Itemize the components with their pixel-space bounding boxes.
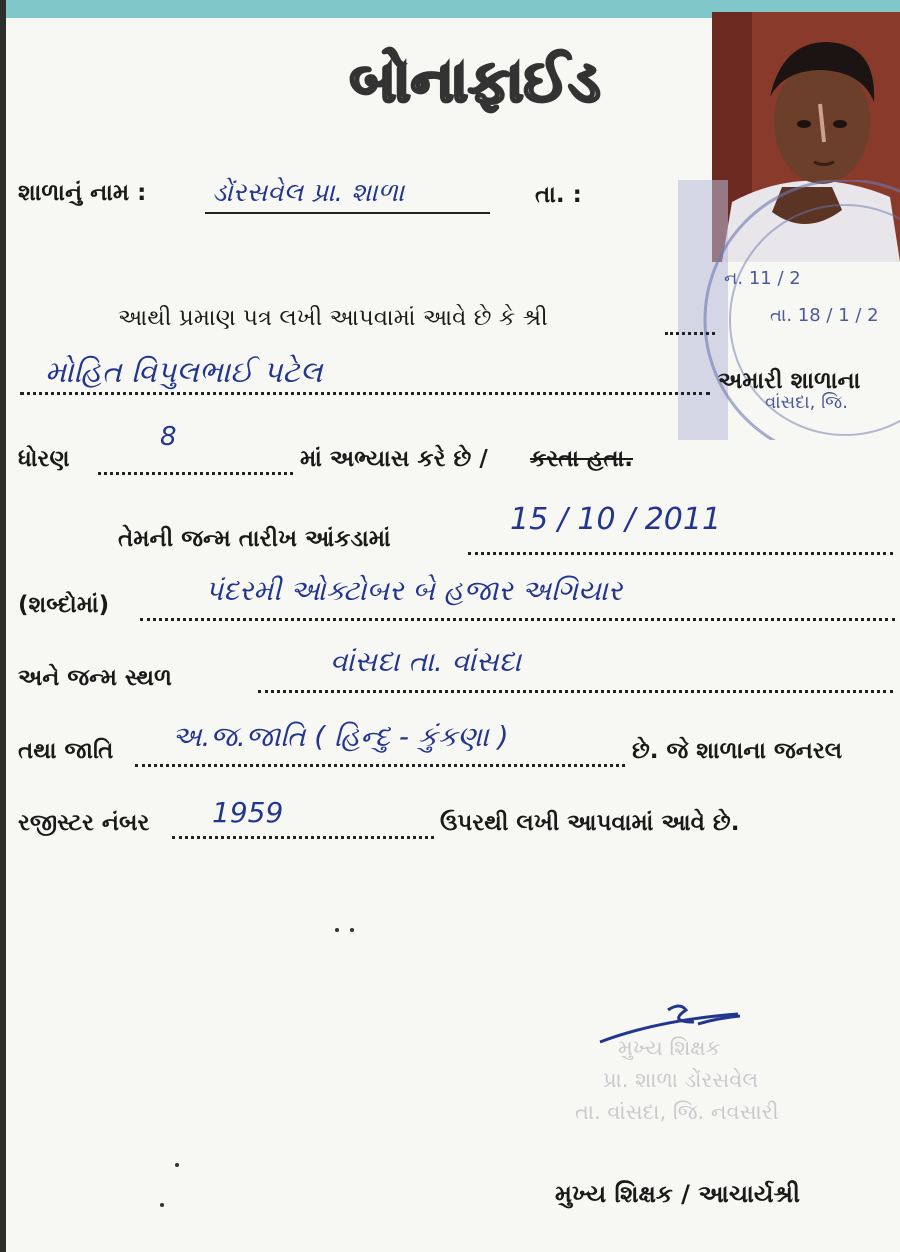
studies-text: માં અભ્યાસ કરે છે /	[300, 446, 488, 472]
paper-speck	[175, 1163, 179, 1167]
official-stamp-line1: મુખ્ય શિક્ષક	[618, 1036, 721, 1060]
birthplace-line	[258, 690, 893, 693]
caste-line	[135, 764, 625, 767]
caste-suffix-text: છે. જે શાળાના જનરલ	[632, 738, 843, 764]
student-name-value: મોહિત વિપુલભાઈ પટેલ	[45, 355, 323, 390]
words-label: (શબ્દોમાં)	[18, 592, 110, 618]
standard-line	[98, 472, 293, 475]
dob-line	[468, 552, 893, 555]
left-paper-edge	[0, 0, 6, 1252]
dob-words-line	[140, 618, 895, 621]
dob-value: 15 / 10 / 2011	[510, 502, 722, 537]
certify-dots	[665, 332, 715, 335]
taluka-label: તા. :	[535, 182, 582, 208]
dob-words-value: પંદરમી ઓક્ટોબર બે હજાર અગિયાર	[205, 574, 623, 607]
stamp-date: તા. 18 / 1 / 2	[770, 305, 879, 326]
principal-label: મુખ્ય શિક્ષક / આચાર્યશ્રી	[555, 1180, 800, 1208]
birthplace-label: અને જન્મ સ્થળ	[18, 665, 172, 691]
register-label: રજીસ્ટર નંબર	[18, 810, 150, 836]
standard-value: 8	[160, 422, 177, 452]
student-name-line	[20, 392, 710, 395]
standard-label: ધોરણ	[18, 446, 70, 472]
official-stamp-line3: તા. વાંસદા, જિ. નવસારી	[575, 1100, 779, 1124]
register-line	[172, 836, 434, 839]
birthplace-value: વાંસદા તા. વાંસદા	[330, 645, 522, 678]
title-text: બોનાફાઈડ	[349, 47, 601, 115]
official-stamp-line2: પ્રા. શાળા ડોંરસવેલ	[603, 1068, 759, 1092]
dob-label: તેમની જન્મ તારીખ આંકડામાં	[118, 526, 391, 552]
register-value: 1959	[212, 796, 284, 829]
stamp-number: ન. 11 / 2	[724, 268, 801, 289]
paper-speck	[160, 1203, 164, 1207]
our-school-text: અમારી શાળાના	[718, 368, 861, 394]
caste-value: અ.જ.જાતિ ( હિન્દુ - કુંકણા )	[172, 720, 509, 753]
school-name-line	[205, 212, 490, 214]
studied-struck-text: કરતા હતા.	[530, 446, 633, 472]
paper-speck	[350, 928, 354, 932]
register-suffix-text: ઉપરથી લખી આપવામાં આવે છે.	[440, 810, 740, 836]
title-heading	[275, 36, 675, 126]
paper-speck	[335, 928, 339, 932]
certify-text: આથી પ્રમાણ પત્ર લખી આપવામાં આવે છે કે શ્રી	[118, 305, 548, 331]
caste-label: તથા જાતિ	[18, 738, 114, 764]
school-name-label: શાળાનું નામ :	[18, 180, 147, 206]
stamp-place: વાંસદા, જિ.	[765, 392, 848, 413]
school-name-value: ડોંરસવેલ પ્રા. શાળા	[212, 178, 405, 208]
